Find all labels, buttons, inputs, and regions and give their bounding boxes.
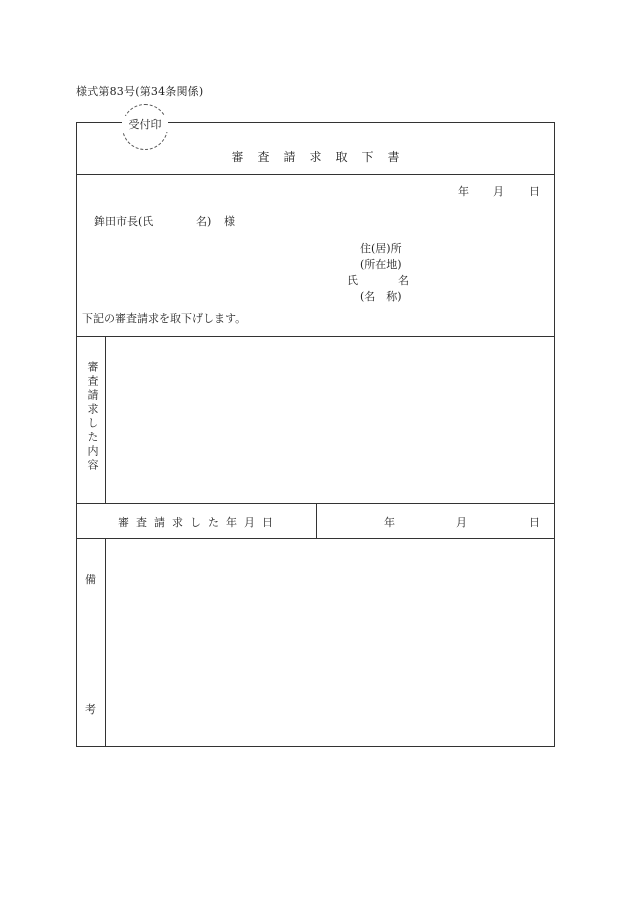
date-year: 年 <box>458 185 469 198</box>
date-row-divider <box>316 503 317 538</box>
divider-title <box>77 174 554 175</box>
addressee-suffix: 名) <box>196 215 212 228</box>
request-date-label: 審査請求した年月日 <box>118 516 280 529</box>
date-day: 日 <box>529 185 540 198</box>
request-date-year: 年 <box>384 516 395 529</box>
withdrawal-statement: 下記の審査請求を取下げします。 <box>82 312 247 325</box>
remarks-label-divider <box>105 538 106 746</box>
form-number: 様式第83号(第34条関係) <box>76 85 204 98</box>
divider-date <box>77 538 554 539</box>
request-date-month: 月 <box>456 516 467 529</box>
applicant-corp-name-label: (名 称) <box>360 290 402 303</box>
contents-label-divider <box>105 336 106 503</box>
request-date-day: 日 <box>529 516 540 529</box>
remarks-label-top: 備 <box>85 573 96 586</box>
applicant-name-label-2: 名 <box>398 274 409 287</box>
remarks-label-bottom: 考 <box>85 703 96 716</box>
contents-label: 審査請求した内容 <box>86 361 99 473</box>
reception-stamp-label: 受付印 <box>122 116 168 132</box>
applicant-address-label: 住(居)所 <box>360 242 402 255</box>
applicant-name-label-1: 氏 <box>347 274 358 287</box>
divider-header <box>77 336 554 337</box>
applicant-location-label: (所在地) <box>360 258 402 271</box>
date-month: 月 <box>493 185 504 198</box>
form-title: 審査請求取下書 <box>231 150 414 164</box>
addressee-prefix: 鉾田市長(氏 <box>94 215 154 228</box>
addressee-honorific: 様 <box>224 215 235 228</box>
